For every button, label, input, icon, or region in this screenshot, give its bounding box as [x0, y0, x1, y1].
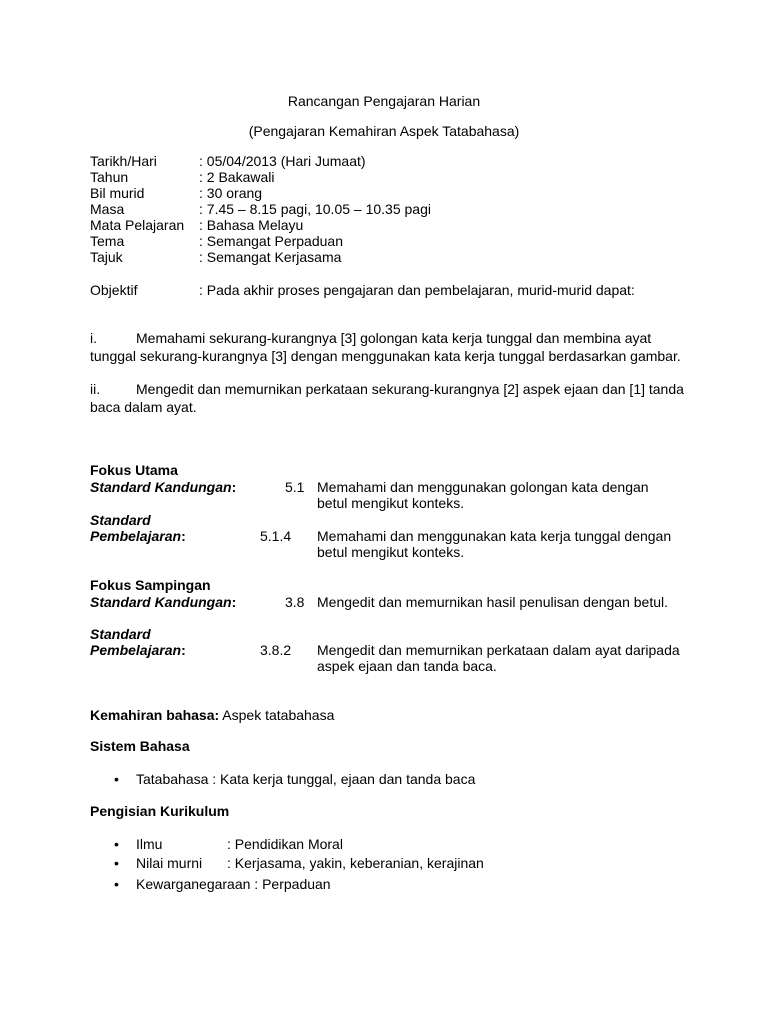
- info-label-bil-murid: Bil murid: [90, 185, 145, 201]
- objektif-label: Objektif: [90, 282, 138, 298]
- sistem-bahasa-heading: Sistem Bahasa: [90, 738, 190, 754]
- bullet-icon: •: [114, 876, 119, 892]
- pengisian-item-label: Ilmu: [136, 836, 163, 852]
- info-value-mata-pelajaran: : Bahasa Melayu: [199, 217, 304, 233]
- fokus-sampingan-sp-text: Mengedit dan memurnikan perkataan dalam ayat daripada: [317, 642, 680, 658]
- bullet-icon: •: [114, 771, 119, 787]
- pengisian-item-label: Nilai murni: [136, 855, 203, 871]
- fokus-sampingan-sk-text: Mengedit dan memurnikan hasil penulisan dengan betul.: [317, 594, 669, 610]
- pengisian-item-value: : Kerjasama, yakin, keberanian, kerajinan: [227, 855, 484, 871]
- pengisian-item-value: : Pendidikan Moral: [227, 836, 343, 852]
- pengisian-item: [136, 876, 331, 893]
- info-label-mata-pelajaran: Mata Pelajaran: [90, 217, 185, 233]
- pengisian-item-value: : Perpaduan: [250, 876, 331, 892]
- objective-text: Memahami sekurang-kurangnya [3] golongan kata kerja tunggal dan membina ayat: [136, 330, 652, 346]
- fokus-sampingan-sp-label: Pembelajaran:: [90, 642, 186, 658]
- fokus-utama-heading: Fokus Utama: [90, 462, 178, 478]
- info-value-tahun: : 2 Bakawali: [199, 169, 275, 185]
- pengisian-heading: Pengisian Kurikulum: [90, 803, 230, 819]
- fokus-sampingan-sp-text: aspek ejaan dan tanda baca.: [317, 658, 497, 674]
- fokus-utama-sk-label: Standard Kandungan:: [90, 479, 237, 495]
- info-value-tema: : Semangat Perpaduan: [199, 233, 343, 249]
- kemahiran-value: Aspek tatabahasa: [219, 707, 335, 723]
- document-subtitle: (Pengajaran Kemahiran Aspek Tatabahasa): [248, 123, 520, 139]
- info-label-tahun: Tahun: [90, 169, 129, 185]
- fokus-utama-sk-text: Memahami dan menggunakan golongan kata dengan: [317, 479, 649, 495]
- fokus-sampingan-heading: Fokus Sampingan: [90, 577, 211, 593]
- fokus-utama-sp-text: Memahami dan menggunakan kata kerja tunggal dengan: [317, 528, 672, 544]
- kemahiran-label: Kemahiran bahasa:: [90, 707, 220, 723]
- fokus-sampingan-sp-code: 3.8.2: [260, 642, 292, 658]
- objektif-value: : Pada akhir proses pengajaran dan pembelajaran, murid-murid dapat:: [199, 282, 635, 298]
- fokus-utama-sk-code: 5.1: [285, 479, 305, 495]
- info-label-tajuk: Tajuk: [90, 249, 123, 265]
- fokus-utama-sp-code: 5.1.4: [260, 528, 292, 544]
- pengisian-item-label: Kewarganegaraan: [136, 876, 251, 892]
- bullet-icon: •: [114, 855, 119, 871]
- fokus-utama-sk-text: betul mengikut konteks.: [317, 495, 465, 511]
- info-label-masa: Masa: [90, 201, 125, 217]
- info-label-tema: Tema: [90, 233, 125, 249]
- bullet-icon: •: [114, 836, 119, 852]
- fokus-sampingan-sp-label: Standard: [90, 626, 151, 642]
- fokus-utama-sp-text: betul mengikut konteks.: [317, 544, 465, 560]
- kemahiran-bahasa: [90, 707, 334, 724]
- fokus-sampingan-sk-label: Standard Kandungan:: [90, 594, 237, 610]
- info-value-masa: : 7.45 – 8.15 pagi, 10.05 – 10.35 pagi: [199, 201, 431, 217]
- info-value-bil-murid: : 30 orang: [199, 185, 263, 201]
- fokus-utama-sp-label: Standard: [90, 512, 151, 528]
- objective-number: ii.: [90, 381, 101, 397]
- fokus-utama-sp-label: Pembelajaran:: [90, 528, 186, 544]
- objective-text: baca dalam ayat.: [90, 399, 197, 415]
- sistem-bahasa-item: Tatabahasa : Kata kerja tunggal, ejaan dan tanda baca: [136, 771, 476, 787]
- objective-number: i.: [90, 330, 97, 346]
- info-label-tarikh: Tarikh/Hari: [90, 153, 157, 169]
- fokus-sampingan-sk-code: 3.8: [285, 594, 305, 610]
- document-title: Rancangan Pengajaran Harian: [287, 93, 481, 109]
- objective-text: Mengedit dan memurnikan perkataan sekurang-kurangnya [2] aspek ejaan dan [1] tanda: [136, 381, 684, 397]
- info-value-tarikh: : 05/04/2013 (Hari Jumaat): [199, 153, 366, 169]
- info-value-tajuk: : Semangat Kerjasama: [199, 249, 342, 265]
- objective-text: tunggal sekurang-kurangnya [3] dengan menggunakan kata kerja tunggal berdasarkan gambar.: [90, 348, 681, 364]
